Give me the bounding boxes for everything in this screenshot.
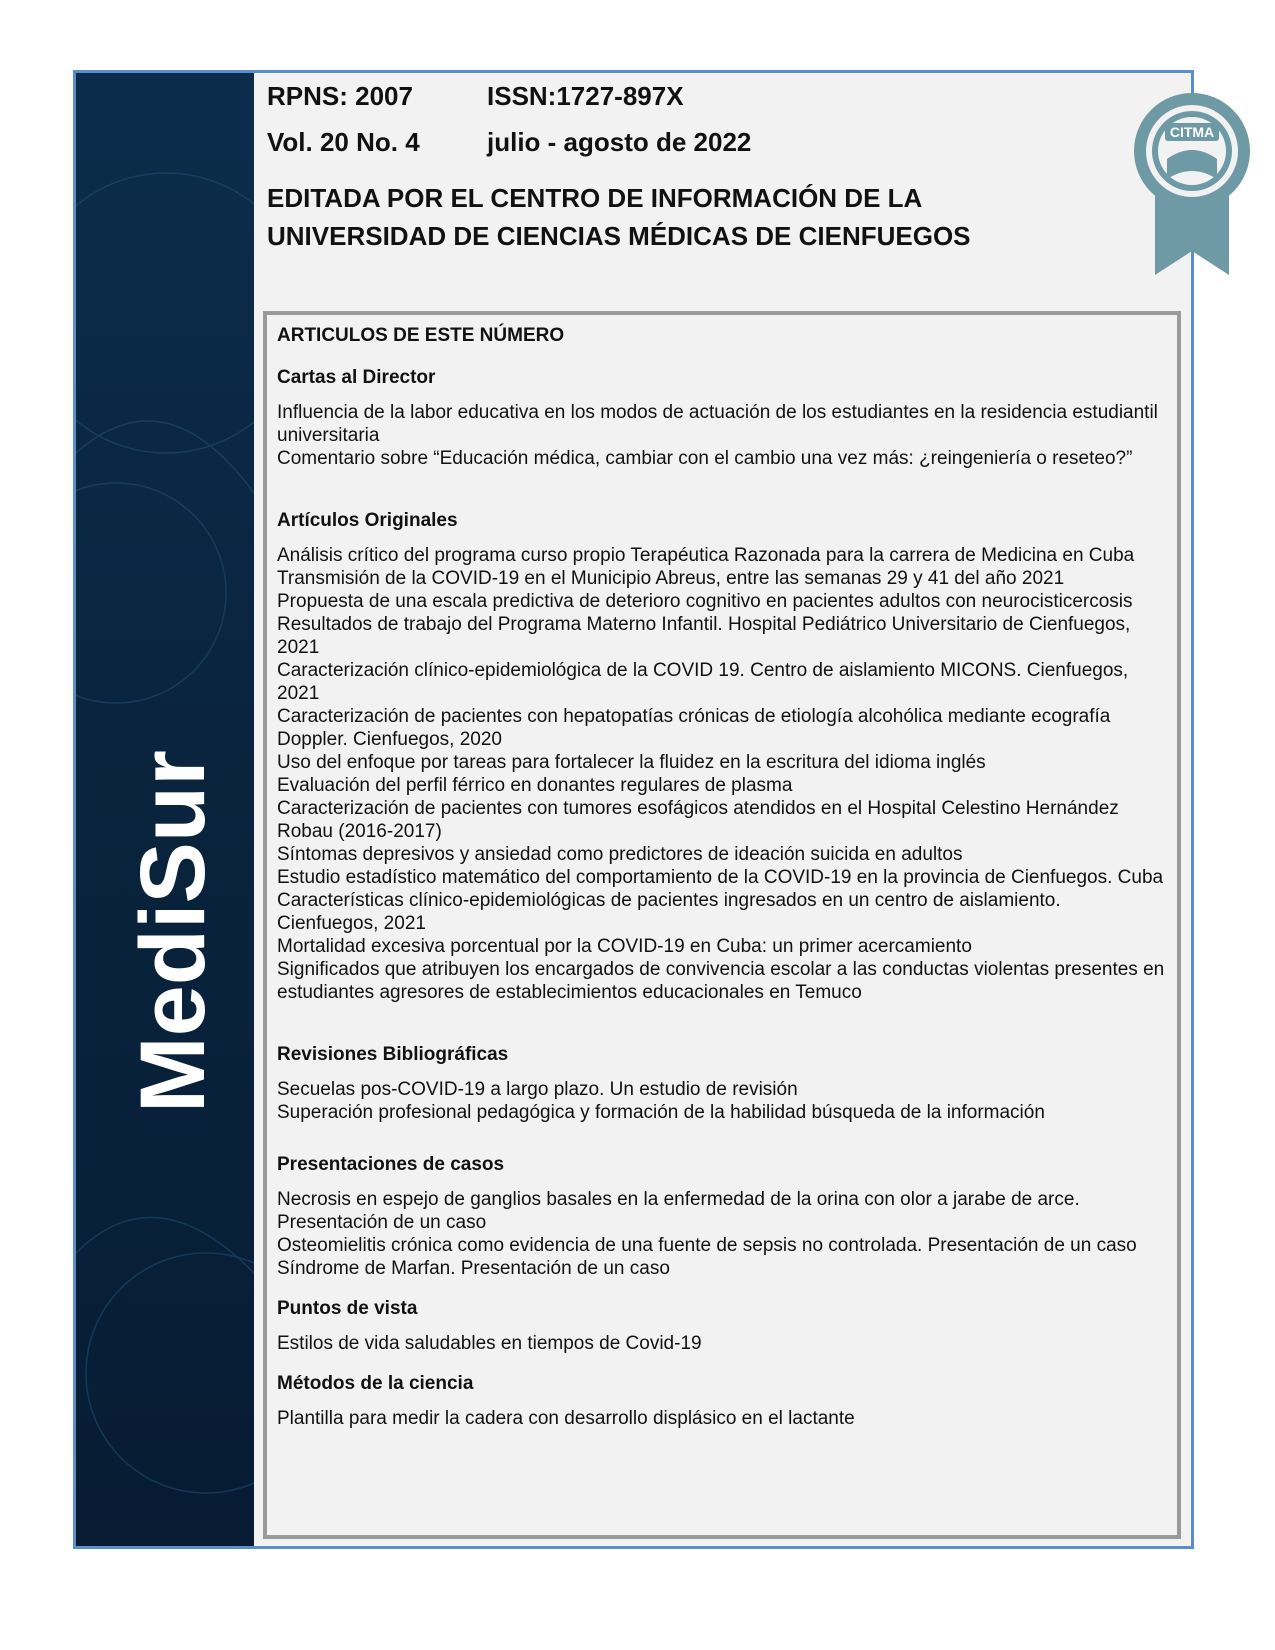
issue-date: julio - agosto de 2022 [487, 127, 752, 157]
article-title: Caracterización de pacientes con tumores esofágicos atendidos en el Hospital Celestino Hernández Robau (2016-2017) [277, 798, 1119, 842]
article-list [277, 1188, 1167, 1280]
issn-number: ISSN:1727-897X [487, 81, 684, 111]
citma-logo-icon [1127, 93, 1257, 278]
article-title: Estilos de vida saludables en tiempos de Covid-19 [277, 1333, 702, 1354]
brand-wordmark: MediSur [122, 750, 224, 1113]
citma-logo-text: CITMA [1169, 124, 1215, 140]
article-title: Significados que atribuyen los encargados de convivencia escolar a las conductas violentas presentes en estudiantes agresores de establecimientos educacionales en Temuco [277, 959, 1165, 1003]
volume-number: Vol. 20 No. 4 [267, 127, 420, 157]
table-of-contents [263, 311, 1181, 1539]
article-title: Síntomas depresivos y ansiedad como predictores de ideación suicida en adultos [277, 844, 963, 865]
article-list [277, 544, 1167, 1004]
article-title: Propuesta de una escala predictiva de deterioro cognitivo en pacientes adultos con neurocisticercosis [277, 591, 1133, 612]
article-list [277, 1407, 1167, 1430]
issue-header [254, 73, 1215, 305]
brand-sidebar [76, 73, 254, 1546]
contents-sections [277, 367, 1167, 1448]
article-title: Síndrome de Marfan. Presentación de un caso [277, 1258, 670, 1279]
journal-cover [73, 70, 1215, 1549]
publisher-statement [267, 179, 1067, 255]
section-heading: Revisiones Bibliográficas [277, 1044, 509, 1065]
medisur-logo-graphic [76, 73, 254, 1546]
article-list [277, 401, 1167, 470]
article-title: Superación profesional pedagógica y formación de la habilidad búsqueda de la información [277, 1102, 1045, 1123]
article-title: Estudio estadístico matemático del comportamiento de la COVID-19 en la provincia de Cienfuegos. Cuba [277, 867, 1164, 888]
article-title: Análisis crítico del programa curso propio Terapéutica Razonada para la carrera de Medicina en Cuba [277, 545, 1135, 566]
article-title: Características clínico-epidemiológicas de pacientes ingresados en un centro de aislamiento. Cienfuegos, 2021 [277, 890, 1061, 934]
section-heading: Métodos de la ciencia [277, 1373, 474, 1394]
article-title: Caracterización clínico-epidemiológica de la COVID 19. Centro de aislamiento MICONS. Cienfuegos, 2021 [277, 660, 1129, 704]
section-heading: Presentaciones de casos [277, 1154, 505, 1175]
article-title: Caracterización de pacientes con hepatopatías crónicas de etiología alcohólica mediante ecografía Doppler. Cienfuegos, 2020 [277, 706, 1111, 750]
article-title: Osteomielitis crónica como evidencia de una fuente de sepsis no controlada. Presentación de un caso [277, 1235, 1137, 1256]
article-list [277, 1332, 1167, 1355]
contents-title: ARTICULOS DE ESTE NÚMERO [277, 325, 565, 346]
article-title: Resultados de trabajo del Programa Materno Infantil. Hospital Pediátrico Universitario de Cienfuegos, 2021 [277, 614, 1131, 658]
section-heading: Artículos Originales [277, 510, 458, 531]
article-list [277, 1078, 1167, 1124]
article-title: Mortalidad excesiva porcentual por la COVID-19 en Cuba: un primer acercamiento [277, 936, 972, 957]
article-title: Influencia de la labor educativa en los modos de actuación de los estudiantes en la residencia estudiantil universitaria [277, 402, 1158, 446]
article-title: Plantilla para medir la cadera con desarrollo displásico en el lactante [277, 1408, 855, 1429]
article-title: Evaluación del perfil férrico en donantes regulares de plasma [277, 775, 793, 796]
rpns-number: RPNS: 2007 [267, 81, 413, 111]
section-heading: Puntos de vista [277, 1298, 418, 1319]
publisher-line-2: UNIVERSIDAD DE CIENCIAS MÉDICAS DE CIENFUEGOS [267, 221, 971, 251]
article-title: Comentario sobre “Educación médica, cambiar con el cambio una vez más: ¿reingeniería o reseteo?” [277, 448, 1133, 469]
article-title: Uso del enfoque por tareas para fortalecer la fluidez en la escritura del idioma inglés [277, 752, 986, 773]
publisher-line-1: EDITADA POR EL CENTRO DE INFORMACIÓN DE LA [267, 183, 923, 213]
article-title: Secuelas pos-COVID-19 a largo plazo. Un estudio de revisión [277, 1079, 798, 1100]
article-title: Necrosis en espejo de ganglios basales en la enfermedad de la orina con olor a jarabe de arce. Presentación de un caso [277, 1189, 1080, 1233]
article-title: Transmisión de la COVID-19 en el Municipio Abreus, entre las semanas 29 y 41 del año 2021 [277, 568, 1065, 589]
section-heading: Cartas al Director [277, 367, 436, 388]
